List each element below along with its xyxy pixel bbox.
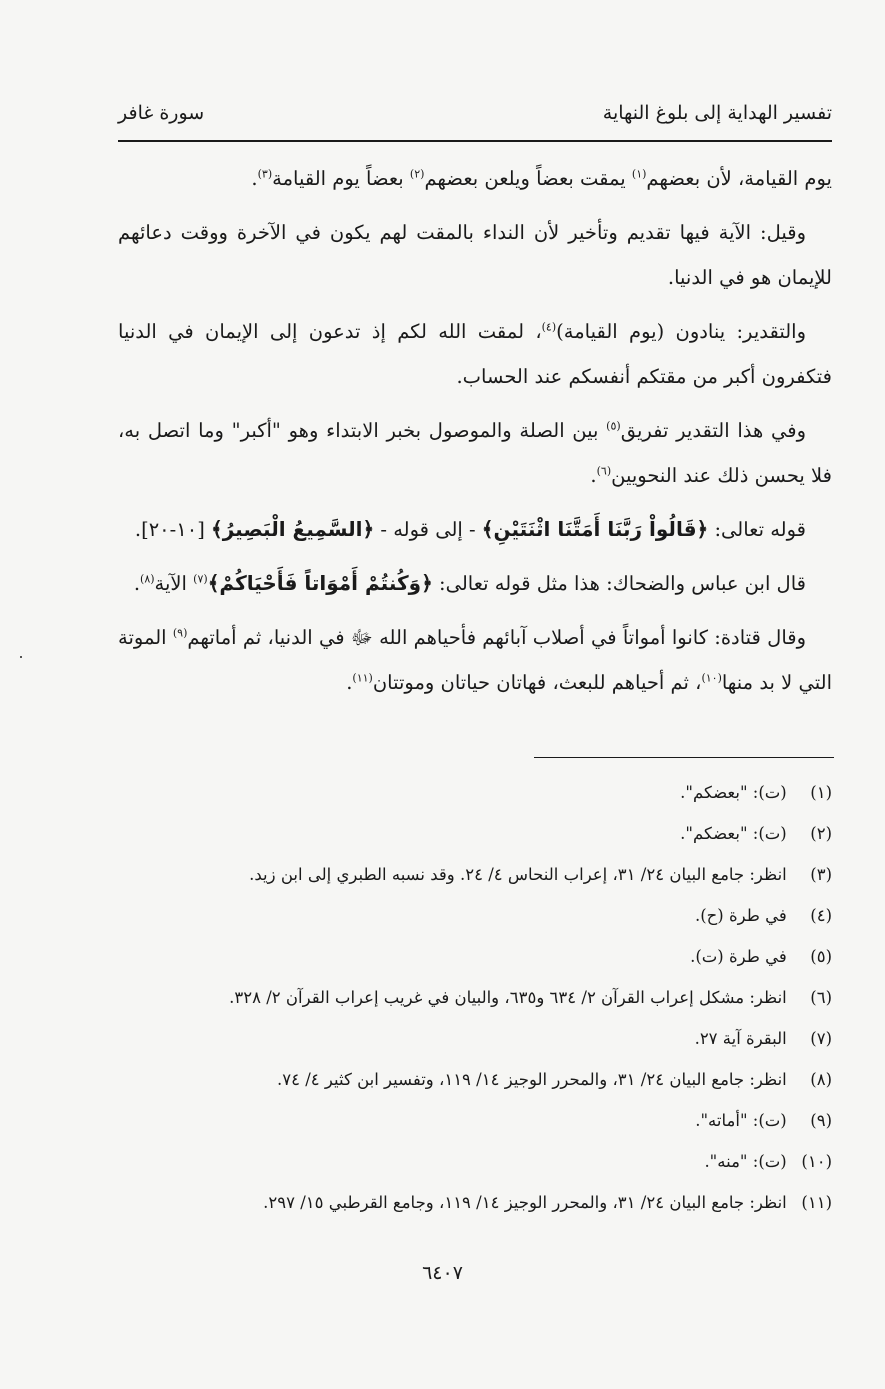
paragraph [118,309,832,399]
header-rule [118,140,832,142]
text-run: وقال قتادة: كانوا أمواتاً في أصلاب آبائهم فأحياهم الله ﷻ في الدنيا، ثم أماتهم [187,626,807,649]
footnote-number: (١١) [801,1193,832,1212]
paragraph [118,561,832,606]
text-run: . [346,671,353,694]
footnote-item [118,1100,832,1141]
footnote-item [118,772,832,813]
footnote-item [118,936,832,977]
text-run: يمقت بعضاً ويلعن بعضهم [424,167,632,190]
footnote-number: (٥) [810,947,832,966]
text-run: بعضاً يوم القيامة [272,167,410,190]
footnote-item [118,1182,832,1223]
quran-verse: ﴿السَّمِيعُ الْبَصِيرُ﴾ [211,517,375,541]
running-header [118,96,832,136]
surah-name: سورة غافر [118,102,205,124]
scan-speck [20,656,22,658]
quran-verse: ﴿وَكُنتُمْ أَمْوَاتاً فَأَحْيَاكُمْ﴾ [207,571,433,595]
footnote-text: (ت): "بعضكم". [680,824,787,843]
footnotes-list [118,772,832,1223]
footnote-reference: (٣) [257,167,273,181]
footnote-reference: (٨) [140,572,155,586]
footnote-number: (٨) [810,1070,832,1089]
text-run: والتقدير: ينادون (يوم القيامة) [556,320,807,343]
text-run: قال ابن عباس والضحاك: هذا مثل قوله تعالى: [432,572,806,595]
footnote-item [118,1141,832,1182]
text-run: - إلى قوله - [374,518,482,541]
quran-verse: ﴿قَالُواْ رَبَّنَا أَمَتَّنَا اثْنَتَيْنِ﴾ [481,517,709,541]
footnote-reference: (١١) [352,671,373,685]
footnote-number: (١) [810,783,832,802]
footnote-text: في طرة (ت). [690,947,787,966]
text-run: قوله تعالى: [708,518,806,541]
footnote-number: (٦) [810,988,832,1007]
footnote-item [118,1059,832,1100]
footnote-text: انظر: مشكل إعراب القرآن ٢/ ٦٣٤ و٦٣٥، والبيان في غريب إعراب القرآن ٢/ ٣٢٨. [229,988,787,1007]
footnote-item [118,1018,832,1059]
footnote-text: (ت): "أماته". [695,1111,787,1130]
text-run: ، لمقت الله لكم إذ تدعون إلى الإيمان في الدنيا فتكفرون أكبر من مقتكم أنفسكم عند الحساب. [118,320,832,388]
footnote-item [118,977,832,1018]
page-number: ٦٤٠٧ [422,1262,463,1284]
footnote-text: انظر: جامع البيان ٢٤/ ٣١، والمحرر الوجيز ١٤/ ١١٩، وتفسير ابن كثير ٤/ ٧٤. [276,1070,787,1089]
footnote-number: (٣) [810,865,832,884]
footnote-reference: (٥) [606,419,621,433]
footnote-reference: (١٠) [701,671,722,685]
book-title: تفسير الهداية إلى بلوغ النهاية [602,102,832,124]
footnote-reference: (٦) [596,464,612,478]
text-run: . [133,572,141,595]
footnote-text: البقرة آية ٢٧. [694,1029,787,1048]
text-run: ، ثم أحياهم للبعث، فهاتان حياتان وموتتان [372,671,702,694]
footnote-item [118,813,832,854]
text-run: بين الصلة والموصول بخبر الابتداء وهو "أكبر" وما اتصل به، فلا يحسن ذلك عند النحويين [118,419,832,487]
footnote-number: (٤) [810,906,832,925]
footnote-reference: (٤) [541,320,557,334]
paragraph [118,156,832,201]
text-run: وفي هذا التقدير تفريق [620,419,806,442]
paragraph [118,210,832,300]
footnote-text: انظر: جامع البيان ٢٤/ ٣١، والمحرر الوجيز ١٤/ ١١٩، وجامع القرطبي ١٥/ ٢٩٧. [263,1193,787,1212]
text-run: [١٠-٢٠]. [134,518,212,541]
paragraph [118,507,832,552]
footnote-reference: (١) [631,167,647,181]
footnote-text: (ت): "بعضكم". [680,783,787,802]
footnote-text: (ت): "منه". [704,1152,787,1171]
footnote-number: (٩) [810,1111,832,1130]
text-run: وقيل: الآية فيها تقديم وتأخير لأن النداء بالمقت لهم يكون في الآخرة ووقت دعائهم للإيمان هو في الدنيا. [118,221,832,289]
main-text [118,156,832,714]
footnote-item [118,854,832,895]
text-run: الموتة التي لا بد منها [118,626,832,694]
text-run: الآية [154,572,194,595]
paragraph [118,408,832,498]
text-run: يوم القيامة، لأن بعضهم [646,167,832,190]
footnote-number: (١٠) [801,1152,832,1171]
footnote-text: في طرة (ح). [694,906,787,925]
footnote-number: (٧) [810,1029,832,1048]
paragraph [118,615,832,705]
footnote-reference: (٩) [172,626,188,640]
footnote-item [118,895,832,936]
footnote-reference: (٢) [409,167,425,181]
footnote-reference: (٧) [193,572,208,586]
footnote-text: انظر: جامع البيان ٢٤/ ٣١، إعراب النحاس ٤/ ٢٤. وقد نسبه الطبري إلى ابن زيد. [249,865,787,884]
text-run: . [251,167,258,190]
footnote-number: (٢) [810,824,832,843]
footnote-separator [534,757,834,758]
text-run: . [590,464,597,487]
